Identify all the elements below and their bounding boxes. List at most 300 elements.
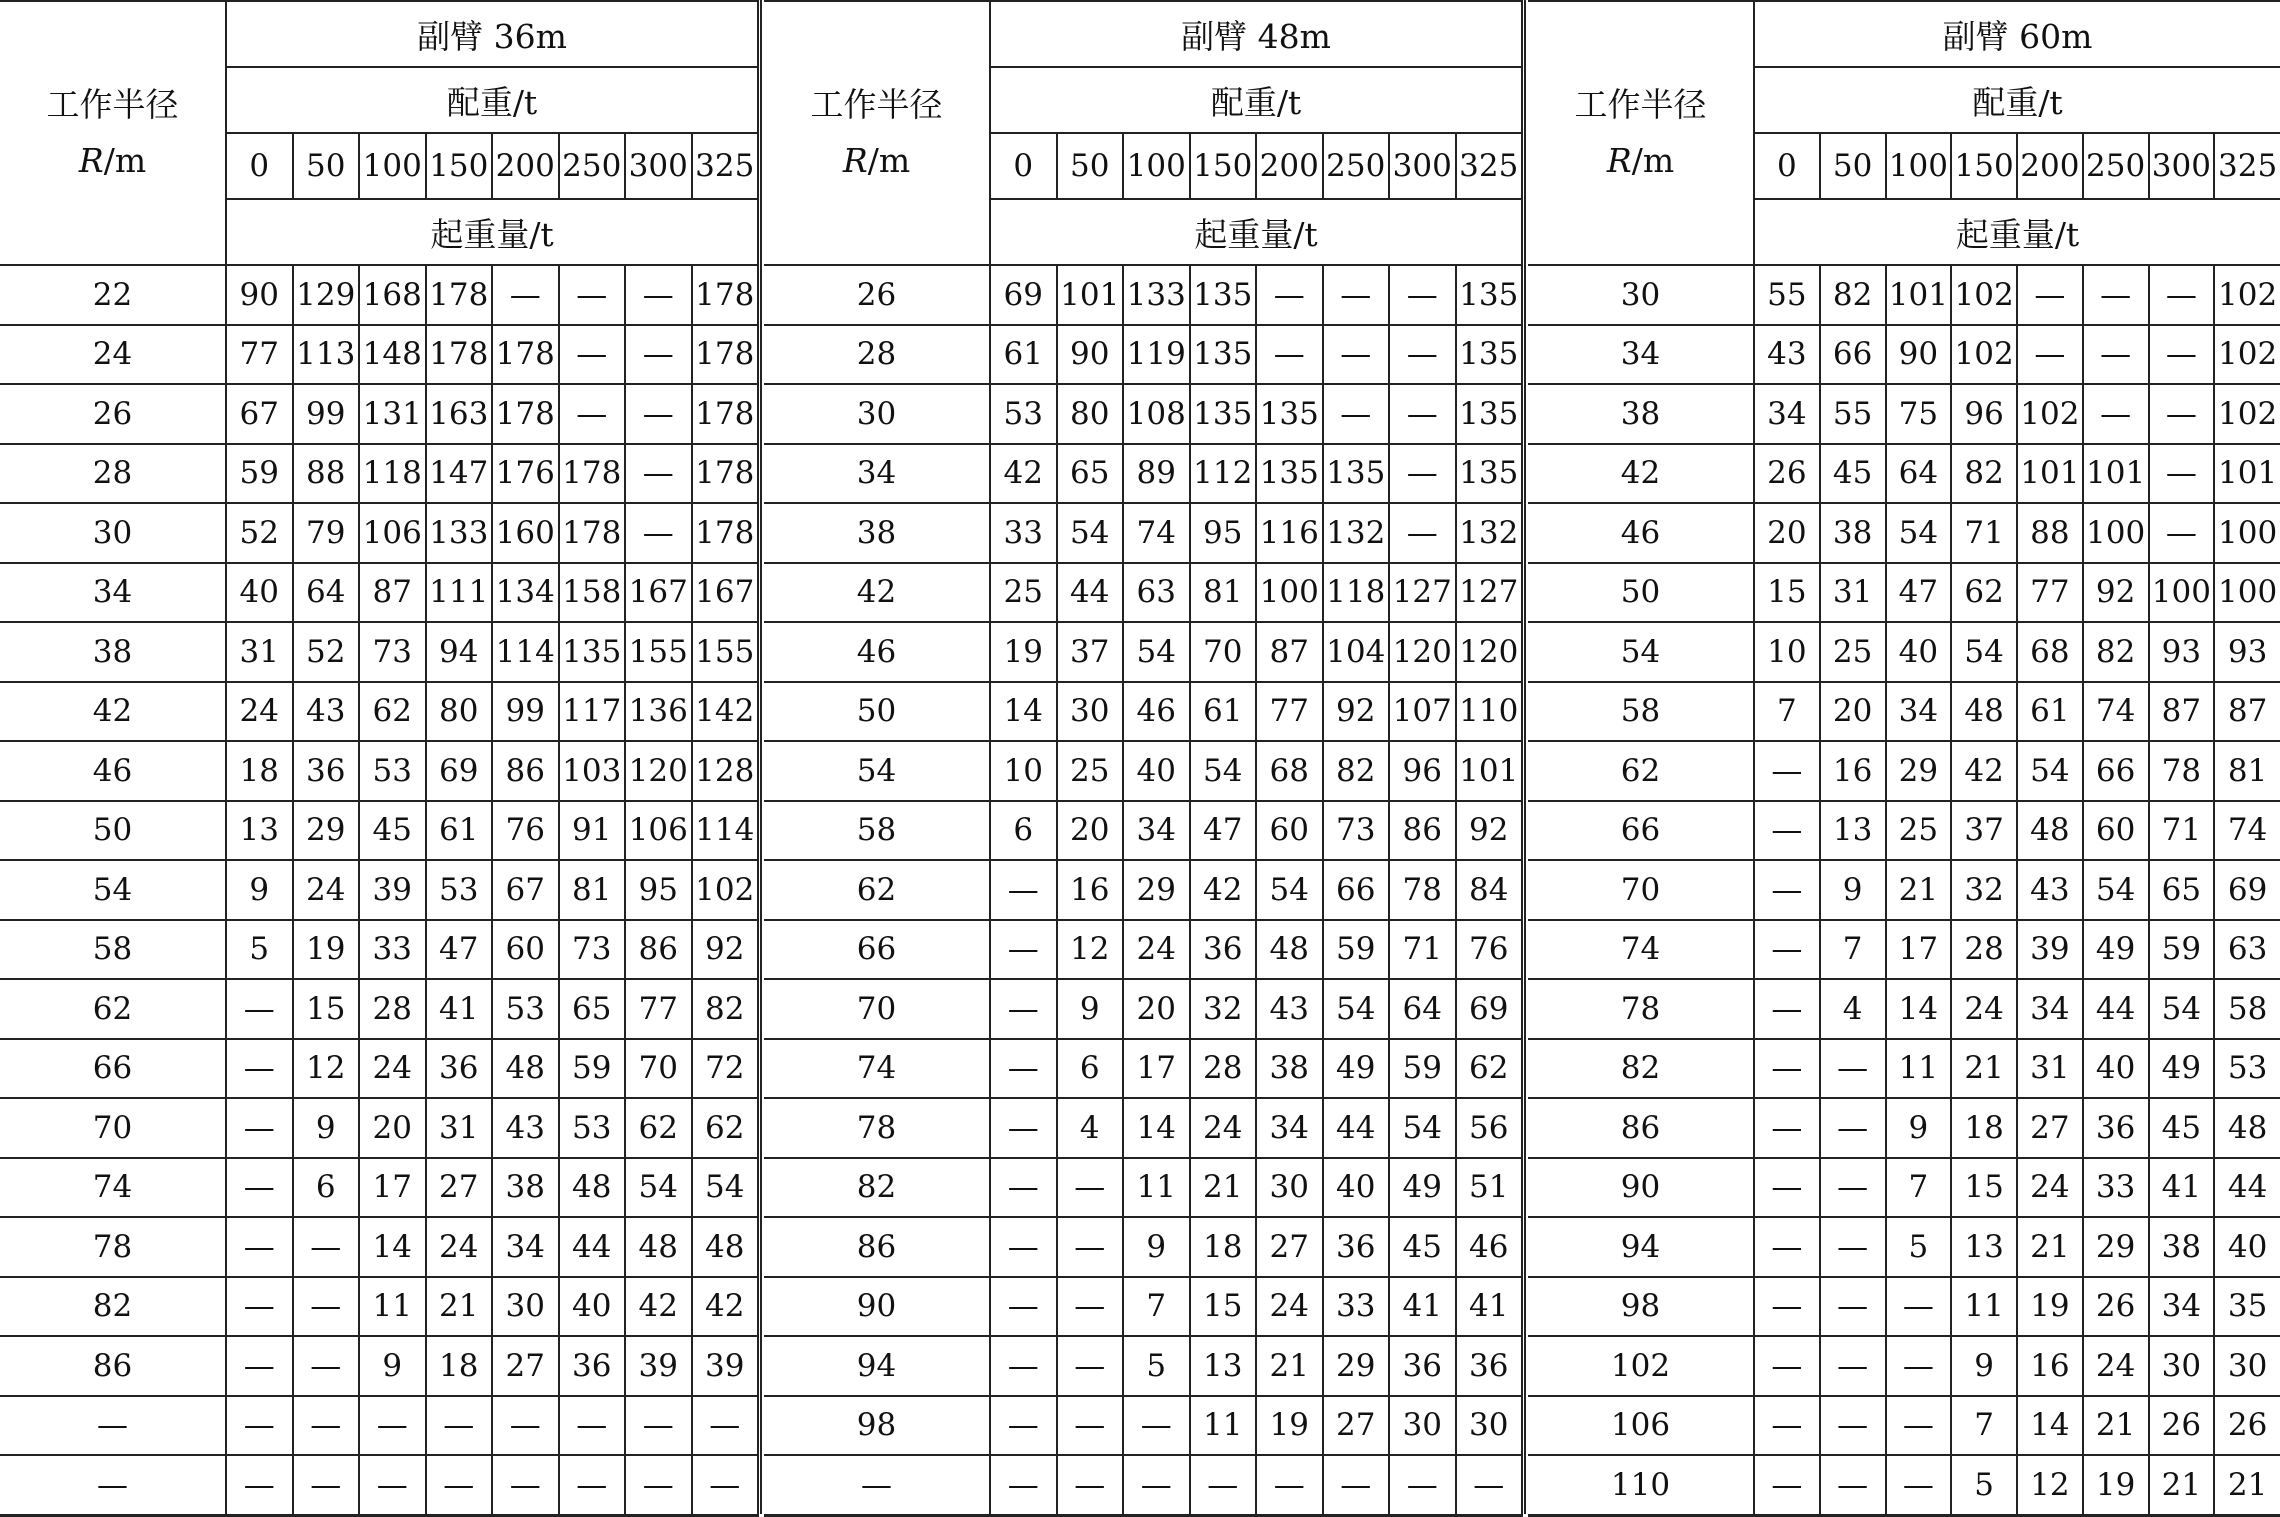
counterweight-value: 300 [625,133,692,199]
capacity-cell: 42 [625,1277,692,1337]
capacity-cell: 18 [226,741,293,801]
counterweight-value: 50 [1820,133,1886,199]
table-row [1528,1039,2280,1099]
capacity-cell: 47 [426,920,493,980]
capacity-cell: 135 [1456,384,1523,444]
capacity-cell: — [1820,1217,1886,1277]
counterweight-value: 300 [1389,133,1456,199]
radius-cell: 50 [764,682,990,742]
radius-header [0,1,226,265]
radius-cell: 58 [764,801,990,861]
capacity-cell: 30 [1256,1158,1323,1218]
capacity-cell: — [226,1396,293,1456]
capacity-cell: 54 [692,1158,759,1218]
capacity-cell: 90 [1057,325,1124,385]
capacity-cell: — [990,1396,1057,1456]
capacity-cell: 107 [1389,682,1456,742]
radius-cell: 38 [764,503,990,563]
capacity-cell: 100 [1256,563,1323,623]
capacity-cell: — [990,979,1057,1039]
capacity-cell: 20 [1820,682,1886,742]
table-row [0,860,758,920]
capacity-cell: — [990,1277,1057,1337]
capacity-cell: 39 [692,1336,759,1396]
capacity-cell: 13 [1951,1217,2017,1277]
counterweight-value: 0 [990,133,1057,199]
capacity-cell: — [1123,1396,1190,1456]
capacity-cell: 18 [1951,1098,2017,1158]
capacity-cell: — [1754,920,1820,980]
capacity-cell: 45 [359,801,426,861]
capacity-cell: — [1190,1455,1257,1515]
counterweight-value: 325 [1456,133,1523,199]
capacity-cell: 59 [226,444,293,504]
counterweight-value: 0 [226,133,293,199]
radius-cell: 78 [1528,979,1754,1039]
capacity-cell: 10 [1754,622,1820,682]
capacity-cell: 24 [1951,979,2017,1039]
radius-cell: 54 [1528,622,1754,682]
capacity-cell: 77 [226,325,293,385]
capacity-cell: 30 [492,1277,559,1337]
capacity-cell: 62 [1951,563,2017,623]
capacity-cell: 78 [1389,860,1456,920]
capacity-cell: 62 [359,682,426,742]
capacity-cell: 21 [1951,1039,2017,1099]
counterweight-header: 配重/t [990,67,1522,133]
capacity-cell: 33 [1323,1277,1390,1337]
capacity-cell: — [226,1277,293,1337]
capacity-cell: 9 [293,1098,360,1158]
capacity-cell: 77 [2017,563,2083,623]
capacity-cell: 5 [1886,1217,1952,1277]
capacity-cell: 53 [359,741,426,801]
capacity-cell: 69 [990,265,1057,325]
capacity-cell: — [2149,325,2215,385]
capacity-cell: 120 [1456,622,1523,682]
capacity-cell: 100 [2149,563,2215,623]
table-row [764,1455,1522,1515]
capacity-cell: 5 [1951,1455,2017,1515]
capacity-cell: 36 [559,1336,626,1396]
capacity-cell: — [1754,1158,1820,1218]
capacity-cell: 9 [1820,860,1886,920]
table-row [1528,503,2280,563]
table-row [1528,563,2280,623]
table-row [764,920,1522,980]
table-row [764,1098,1522,1158]
capacity-cell: 54 [1323,979,1390,1039]
capacity-cell: 104 [1323,622,1390,682]
capacity-cell: 45 [1389,1217,1456,1277]
capacity-cell: 54 [625,1158,692,1218]
capacity-cell: 61 [990,325,1057,385]
capacity-cell: 178 [692,444,759,504]
capacity-cell: 14 [1886,979,1952,1039]
table-row [1528,979,2280,1039]
capacity-cell: — [359,1455,426,1515]
capacity-cell: 12 [2017,1455,2083,1515]
capacity-cell: 39 [2017,920,2083,980]
capacity-cell: 136 [625,682,692,742]
capacity-cell: — [226,1336,293,1396]
capacity-cell: 101 [1057,265,1124,325]
boom-length-header: 副臂 48m [990,1,1522,67]
capacity-cell: 42 [692,1277,759,1337]
capacity-cell: 44 [2214,1158,2280,1218]
capacity-cell: 28 [1951,920,2017,980]
radius-cell: 54 [764,741,990,801]
capacity-cell: 64 [293,563,360,623]
radius-label: 工作半径 [1574,85,1707,124]
capacity-header: 起重量/t [226,199,758,265]
capacity-cell: 33 [2083,1158,2149,1218]
capacity-cell: — [2017,265,2083,325]
radius-symbol: R [78,141,104,180]
capacity-cell: 74 [1123,503,1190,563]
capacity-cell: — [1389,384,1456,444]
table-row [0,1158,758,1218]
capacity-cell: 40 [1323,1158,1390,1218]
capacity-cell: 63 [2214,920,2280,980]
capacity-cell: 19 [2017,1277,2083,1337]
radius-cell: 24 [0,325,226,385]
capacity-cell: 40 [1886,622,1952,682]
radius-cell: 90 [764,1277,990,1337]
capacity-cell: 41 [1456,1277,1523,1337]
capacity-cell: — [293,1217,360,1277]
radius-cell: 74 [1528,920,1754,980]
radius-cell: 38 [1528,384,1754,444]
capacity-cell: 78 [2149,741,2215,801]
capacity-cell: — [1323,325,1390,385]
capacity-cell: 101 [1456,741,1523,801]
capacity-cell: 26 [2214,1396,2280,1456]
table-row [0,1217,758,1277]
capacity-cell: 53 [492,979,559,1039]
capacity-cell: — [559,384,626,444]
capacity-cell: 102 [2214,384,2280,444]
capacity-cell: 134 [492,563,559,623]
capacity-cell: 6 [293,1158,360,1218]
capacity-cell: 25 [1820,622,1886,682]
capacity-cell: 44 [1057,563,1124,623]
capacity-cell: 28 [359,979,426,1039]
capacity-cell: 66 [1323,860,1390,920]
capacity-cell: 82 [692,979,759,1039]
capacity-cell: 27 [426,1158,493,1218]
counterweight-header: 配重/t [226,67,758,133]
capacity-cell: 43 [492,1098,559,1158]
capacity-cell: 54 [1951,622,2017,682]
capacity-cell: 11 [1886,1039,1952,1099]
capacity-cell: 114 [692,801,759,861]
table-row [764,801,1522,861]
capacity-cell: — [1389,503,1456,563]
capacity-cell: 73 [1323,801,1390,861]
capacity-cell: 158 [559,563,626,623]
capacity-cell: 48 [2214,1098,2280,1158]
radius-cell: 26 [764,265,990,325]
capacity-cell: 60 [2083,801,2149,861]
radius-cell: — [0,1396,226,1456]
radius-cell: 30 [1528,265,1754,325]
radius-cell: 30 [0,503,226,563]
capacity-cell: — [1057,1158,1124,1218]
capacity-cell: 48 [492,1039,559,1099]
capacity-cell: 36 [426,1039,493,1099]
capacity-cell: 178 [492,384,559,444]
capacity-cell: — [2083,325,2149,385]
capacity-cell: 7 [1123,1277,1190,1337]
capacity-cell: 40 [1123,741,1190,801]
capacity-cell: 48 [625,1217,692,1277]
capacity-cell: 55 [1754,265,1820,325]
radius-cell: 22 [0,265,226,325]
capacity-cell: 92 [2083,563,2149,623]
capacity-cell: 101 [2083,444,2149,504]
capacity-cell: 61 [2017,682,2083,742]
radius-cell: — [0,1455,226,1515]
table-row [0,1455,758,1515]
capacity-cell: 27 [2017,1098,2083,1158]
table-row [764,563,1522,623]
capacity-cell: 178 [692,325,759,385]
capacity-cell: — [625,503,692,563]
capacity-cell: 38 [2149,1217,2215,1277]
capacity-cell: 30 [2149,1336,2215,1396]
load-chart-table [0,0,759,1517]
capacity-cell: 100 [2214,503,2280,563]
capacity-cell: — [1886,1336,1952,1396]
radius-cell: 74 [764,1039,990,1099]
table-row [0,265,758,325]
radius-cell: 94 [764,1336,990,1396]
capacity-cell: 54 [1256,860,1323,920]
capacity-cell: 54 [1389,1098,1456,1158]
capacity-cell: 60 [1256,801,1323,861]
table-row [0,384,758,444]
capacity-cell: 155 [625,622,692,682]
capacity-cell: 135 [1190,384,1257,444]
capacity-cell: 49 [1389,1158,1456,1218]
capacity-cell: 72 [692,1039,759,1099]
table-row [764,1396,1522,1456]
boom-60-section [1528,0,2280,1514]
capacity-cell: — [1886,1277,1952,1337]
capacity-cell: 10 [990,741,1057,801]
counterweight-value: 100 [1886,133,1952,199]
capacity-cell: 21 [426,1277,493,1337]
capacity-cell: 29 [1886,741,1952,801]
capacity-cell: — [1323,265,1390,325]
capacity-cell: 20 [1754,503,1820,563]
capacity-cell: — [1057,1396,1124,1456]
capacity-cell: 102 [2214,265,2280,325]
capacity-cell: 25 [1886,801,1952,861]
capacity-cell: 62 [1456,1039,1523,1099]
table-row [764,503,1522,563]
capacity-cell: 53 [2214,1039,2280,1099]
capacity-cell: 34 [492,1217,559,1277]
radius-cell: 66 [1528,801,1754,861]
capacity-cell: — [1057,1277,1124,1337]
table-row [764,682,1522,742]
capacity-cell: 101 [2214,444,2280,504]
capacity-cell: 39 [359,860,426,920]
capacity-cell: 53 [559,1098,626,1158]
capacity-cell: 46 [1456,1217,1523,1277]
capacity-cell: 60 [492,920,559,980]
table-row [0,1277,758,1337]
radius-unit [764,133,989,189]
radius-cell: 34 [764,444,990,504]
capacity-cell: 19 [2083,1455,2149,1515]
radius-cell: 90 [1528,1158,1754,1218]
capacity-cell: 101 [2017,444,2083,504]
capacity-cell: 40 [2214,1217,2280,1277]
capacity-cell: 43 [1754,325,1820,385]
capacity-cell: — [1754,1396,1820,1456]
capacity-cell: — [1754,741,1820,801]
capacity-cell: 63 [1123,563,1190,623]
capacity-cell: — [625,444,692,504]
radius-cell: 50 [1528,563,1754,623]
capacity-cell: 14 [990,682,1057,742]
table-row [764,384,1522,444]
capacity-cell: — [990,1098,1057,1158]
capacity-cell: — [625,265,692,325]
capacity-cell: 67 [226,384,293,444]
radius-label: 工作半径 [46,85,179,124]
capacity-cell: — [1057,1217,1124,1277]
capacity-cell: 28 [1190,1039,1257,1099]
capacity-cell: 93 [2214,622,2280,682]
capacity-cell: 24 [1190,1098,1257,1158]
capacity-cell: 116 [1256,503,1323,563]
capacity-cell: — [492,1396,559,1456]
table-row [0,801,758,861]
radius-unit-suffix: /m [867,141,911,180]
capacity-cell: 40 [226,563,293,623]
capacity-cell: 51 [1456,1158,1523,1218]
table-row [764,622,1522,682]
capacity-cell: 54 [2083,860,2149,920]
counterweight-value: 325 [692,133,759,199]
capacity-cell: 21 [2017,1217,2083,1277]
table-row [0,503,758,563]
capacity-cell: 168 [359,265,426,325]
table-row [764,1217,1522,1277]
capacity-cell: 178 [692,503,759,563]
table-row [764,1039,1522,1099]
capacity-cell: — [559,265,626,325]
capacity-cell: 45 [2149,1098,2215,1158]
capacity-cell: 178 [426,325,493,385]
counterweight-value: 150 [1951,133,2017,199]
capacity-cell: 160 [492,503,559,563]
radius-cell: 50 [0,801,226,861]
capacity-cell: — [692,1455,759,1515]
capacity-cell: — [492,1455,559,1515]
capacity-cell: 92 [692,920,759,980]
capacity-cell: 77 [625,979,692,1039]
table-row [0,741,758,801]
capacity-cell: 16 [1057,860,1124,920]
radius-cell: 62 [764,860,990,920]
capacity-cell: 73 [559,920,626,980]
capacity-cell: 87 [359,563,426,623]
capacity-cell: 31 [426,1098,493,1158]
capacity-cell: 103 [559,741,626,801]
capacity-cell: 102 [1951,325,2017,385]
capacity-cell: 71 [1951,503,2017,563]
capacity-cell: 91 [559,801,626,861]
capacity-cell: 20 [1123,979,1190,1039]
capacity-cell: 41 [426,979,493,1039]
capacity-cell: 29 [1323,1336,1390,1396]
capacity-cell: 167 [692,563,759,623]
capacity-cell: 43 [1256,979,1323,1039]
capacity-cell: — [426,1455,493,1515]
capacity-cell: 131 [359,384,426,444]
capacity-cell: 178 [692,265,759,325]
capacity-cell: 29 [293,801,360,861]
capacity-cell: 9 [1123,1217,1190,1277]
radius-cell: 86 [0,1336,226,1396]
capacity-cell: — [426,1396,493,1456]
capacity-cell: 82 [2083,622,2149,682]
radius-cell: 74 [0,1158,226,1218]
capacity-cell: 81 [2214,741,2280,801]
capacity-cell: 15 [1754,563,1820,623]
capacity-cell: 48 [2017,801,2083,861]
capacity-cell: 31 [226,622,293,682]
capacity-cell: 74 [2214,801,2280,861]
capacity-cell: 7 [1886,1158,1952,1218]
capacity-cell: — [1754,1336,1820,1396]
radius-cell: 98 [764,1396,990,1456]
capacity-cell: 31 [2017,1039,2083,1099]
radius-cell: 78 [0,1217,226,1277]
capacity-cell: — [1820,1158,1886,1218]
capacity-cell: 86 [625,920,692,980]
capacity-cell: — [1886,1455,1952,1515]
capacity-cell: — [293,1455,360,1515]
capacity-cell: 163 [426,384,493,444]
capacity-cell: 135 [1456,444,1523,504]
capacity-cell: 54 [1057,503,1124,563]
capacity-cell: 16 [2017,1336,2083,1396]
capacity-cell: — [2149,444,2215,504]
radius-cell: 82 [1528,1039,1754,1099]
capacity-cell: 36 [2083,1098,2149,1158]
capacity-cell: 25 [1057,741,1124,801]
capacity-cell: 58 [2214,979,2280,1039]
capacity-cell: 39 [625,1336,692,1396]
capacity-cell: — [2149,384,2215,444]
capacity-cell: 167 [625,563,692,623]
capacity-cell: — [1754,1217,1820,1277]
capacity-cell: 100 [2214,563,2280,623]
capacity-cell: 114 [492,622,559,682]
counterweight-value: 50 [1057,133,1124,199]
table-row [1528,741,2280,801]
capacity-cell: — [1754,1039,1820,1099]
capacity-cell: 127 [1456,563,1523,623]
boom-length-header: 副臂 60m [1754,1,2280,67]
radius-symbol: R [842,141,868,180]
